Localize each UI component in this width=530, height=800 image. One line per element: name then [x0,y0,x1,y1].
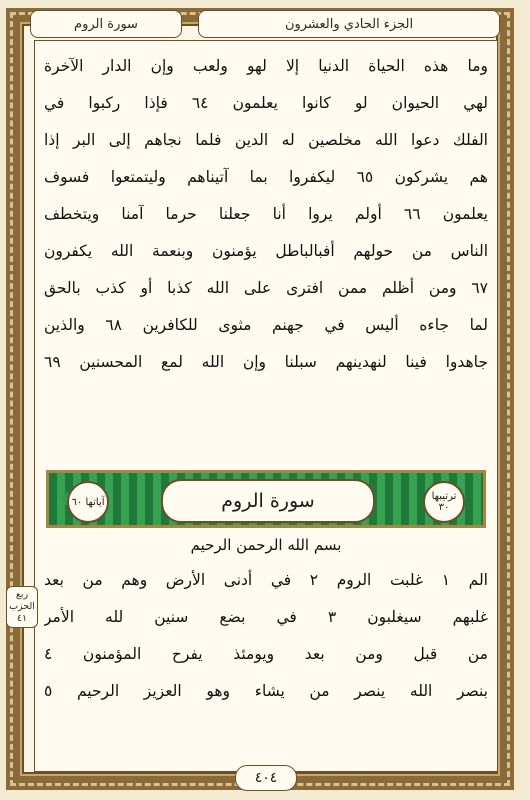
verse-line: الفلك دعوا الله مخلصين له الدين فلما نجاهم إلى البر إذا [44,131,488,149]
surah-title: سورة الروم [161,479,375,523]
surah-banner [46,470,486,528]
verses-bottom [44,562,488,710]
juz-label: الجزء الحادي والعشرون [198,10,500,38]
verses-top [44,48,488,381]
page-number: ٤٠٤ [235,765,297,791]
surah-order-medal: ترتيبها ٣٠ [423,481,465,523]
verse-line: من قبل ومن بعد ويومئذ يفرح المؤمنون ٤ [44,645,488,663]
verse-line: غلبهم سيغلبون ٣ في بضع سنين لله الأمر [44,608,488,626]
basmala: بسم الله الرحمن الرحيم [190,536,342,554]
verse-line: وما هذه الحياة الدنيا إلا لهو ولعب وإن الدار الآخرة [44,57,488,75]
hizb-marker: ربع الحزب ٤١ [6,586,38,628]
verse-line: جاهدوا فينا لنهدينهم سبلنا وإن الله لمع المحسنين ٦٩ [44,353,488,371]
verse-line: لما جاءه أليس في جهنم مثوى للكافرين ٦٨ والذين [44,316,488,334]
verse-line: ٦٧ ومن أظلم ممن افترى على الله كذبا أو كذب بالحق [44,279,488,297]
verse-line: يعلمون ٦٦ أولم يروا أنا جعلنا حرما آمنا ويتخطف [44,205,488,223]
verse-line: الم ١ غلبت الروم ٢ في أدنى الأرض وهم من بعد [44,571,488,589]
verse-line: الناس من حولهم أفبالباطل يؤمنون وبنعمة الله يكفرون [44,242,488,260]
verse-line: لهي الحيوان لو كانوا يعلمون ٦٤ فإذا ركبوا في [44,94,488,112]
surah-label: سورة الروم [30,10,182,38]
verse-line: بنصر الله ينصر من يشاء وهو العزيز الرحيم ٥ [44,682,488,700]
page-header [30,10,500,38]
verse-line: هم يشركون ٦٥ ليكفروا بما آتيناهم وليتمتعوا فسوف [44,168,488,186]
ayah-count-medal: آياتها ٦٠ [67,481,109,523]
